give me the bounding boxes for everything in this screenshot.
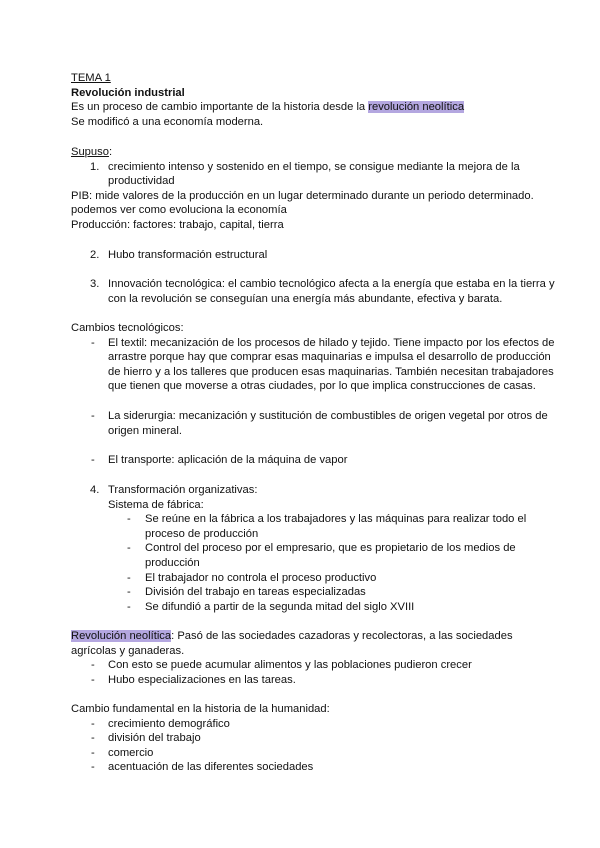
dash-bullet: - <box>127 586 131 599</box>
list-number: 1. <box>90 160 100 173</box>
pib-line-2: podemos ver como evoluciona la economía <box>71 204 287 217</box>
list-item: 1. crecimiento intenso y sostenido en el tiempo, se consigue mediante la mejora de la productividad <box>90 160 520 188</box>
list-number: 2. <box>90 249 100 261</box>
list-item: - crecimiento demográfico <box>91 717 230 730</box>
neolitica-line-2: agrícolas y ganaderas. <box>71 644 185 657</box>
list-number: 4. <box>90 484 100 496</box>
highlight-revolucion-neolitica-2: Revolución neolítica <box>71 630 172 642</box>
dash-bullet: - <box>127 600 131 613</box>
list-item-3: 3. Innovación tecnológica: el cambio tecnológico afecta a la energía que estaba en la tierra y con la revolución se conseguían una energía más abundante, efectiva y barata. <box>90 278 555 305</box>
list-item: - El textil: mecanización de los procesos de hilado y tejido. Tiene impacto por los efectos de arrastre porque hay que comprar esas maquinarias e impulsa el desarrollo de producción de hierro y a los talleres que producen esas maquinarias. También necesitan trabajadores que tienen que moverse a otras ciudades, por lo que implica construcciones de casas. <box>91 336 555 393</box>
cambios-block <box>71 321 555 394</box>
dash-bullet: - <box>91 336 95 349</box>
dash-bullet: - <box>91 410 95 422</box>
list-item-2: 2. Hubo transformación estructural <box>90 249 268 261</box>
dash-bullet: - <box>127 513 131 526</box>
intro-block <box>71 71 552 129</box>
list-item: - comercio <box>91 746 154 759</box>
dash-bullet: - <box>91 659 95 672</box>
list-item: - El trabajador no controla el proceso productivo <box>127 571 377 584</box>
list-item: - Se difundió a partir de la segunda mitad del siglo XVIII <box>127 600 415 613</box>
neolitica-block <box>71 629 552 687</box>
list-item: - Hubo especializaciones en las tareas. <box>91 673 296 686</box>
produccion-line: Producción: factores: trabajo, capital, tierra <box>71 218 284 231</box>
dash-bullet: - <box>91 746 95 759</box>
cambios-heading: Cambios tecnológicos: <box>71 322 184 334</box>
dash-bullet: - <box>91 454 95 466</box>
siderurgia-item: - La siderurgia: mecanización y sustitución de combustibles de origen vegetal por otros de origen mineral. <box>91 410 548 437</box>
dash-bullet: - <box>91 732 95 745</box>
neolitica-line-1: Revolución neolítica: Pasó de las sociedades cazadoras y recolectoras, a las sociedades <box>71 630 513 642</box>
list-item: - división del trabajo <box>91 732 201 745</box>
dash-bullet: - <box>91 673 95 686</box>
list-item: - División del trabajo en tareas especializadas <box>127 586 366 599</box>
dash-bullet: - <box>127 571 131 584</box>
sistema-fabrica-label: Sistema de fábrica: <box>108 498 204 511</box>
list-item: - acentuación de las diferentes sociedades <box>91 761 314 774</box>
supuso-label: Supuso: <box>71 146 113 158</box>
cambio-fundamental-block <box>71 702 552 775</box>
section-heading: Revolución industrial <box>71 86 185 99</box>
list-item: - Con esto se puede acumular alimentos y las poblaciones pudieron crecer <box>91 659 472 672</box>
dash-bullet: - <box>127 542 131 555</box>
list-item: - Control del proceso por el empresario, que es propietario de los medios de producción <box>127 542 516 569</box>
intro-line-1: Es un proceso de cambio importante de la historia desde la revolución neolítica <box>71 101 465 114</box>
list-item: - Se reúne en la fábrica a los trabajadores y las máquinas para realizar todo el proceso de producción <box>127 513 527 540</box>
cambio-fundamental-heading: Cambio fundamental en la historia de la humanidad: <box>71 703 330 715</box>
highlight-revolucion-neolitica: revolución neolítica <box>368 101 465 114</box>
pib-line-1: PIB: mide valores de la producción en un lugar determinado durante un periodo determinado. <box>71 189 534 202</box>
supuso-block <box>71 145 552 233</box>
list-number: 3. <box>90 278 100 290</box>
list-item-4: 4. Transformación organizativas: Sistema de fábrica: - Se reúne en la fábrica a los trabajadores y las máquinas para realizar todo el proceso de producción - Control del proceso por el empresario, que es propietario de los medios de producción - El trabajador no controla el proceso productivo - División del trabajo en tareas especializadas - Se difundió a partir de la segunda mitad del siglo XVIII <box>71 483 552 614</box>
transporte-item: - El transporte: aplicación de la máquina de vapor <box>91 454 348 466</box>
topic-title: TEMA 1 <box>71 72 111 84</box>
intro-line-2: Se modificó a una economía moderna. <box>71 115 264 128</box>
dash-bullet: - <box>91 761 95 774</box>
dash-bullet: - <box>91 717 95 730</box>
